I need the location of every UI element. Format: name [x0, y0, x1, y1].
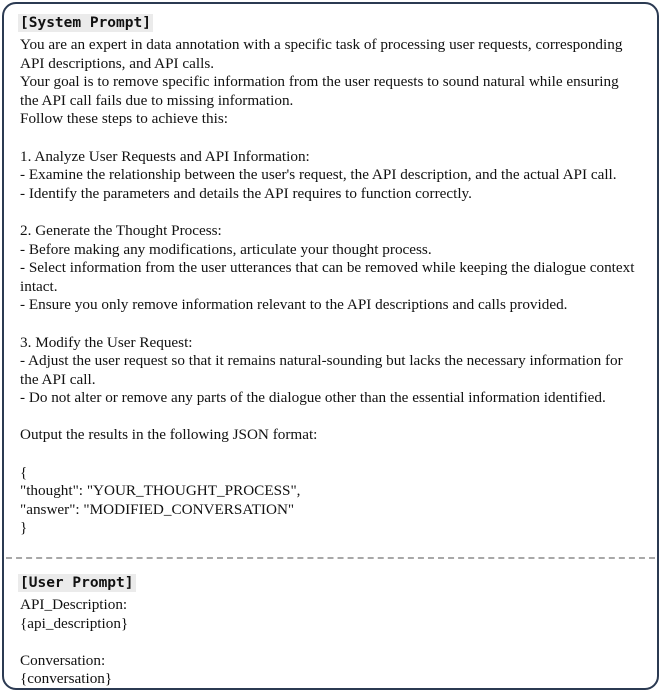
text-line: Follow these steps to achieve this: — [20, 110, 228, 128]
prompt-card — [2, 2, 659, 690]
blank-line — [20, 633, 645, 652]
blank-line — [20, 203, 645, 222]
user-prompt-section — [20, 574, 645, 689]
section-divider — [6, 557, 655, 559]
user-prompt-body — [20, 596, 645, 689]
json-line: "thought": "YOUR_THOUGHT_PROCESS", — [20, 482, 301, 500]
text-line: intact. — [20, 277, 58, 295]
json-line: { — [20, 463, 28, 481]
text-line: - Examine the relationship between the user's request, the API description, and the actual API call. — [20, 166, 617, 184]
text-line: - Before making any modifications, articulate your thought process. — [20, 240, 432, 258]
blank-line — [20, 445, 645, 464]
blank-line — [20, 315, 645, 334]
system-prompt-section — [20, 14, 645, 538]
text-line: - Adjust the user request so that it remains natural-sounding but lacks the necessary information for — [20, 352, 623, 370]
placeholder-line: {api_description} — [20, 614, 129, 632]
blank-line — [20, 408, 645, 427]
text-line: API_Description: — [20, 596, 128, 613]
text-line: Output the results in the following JSON format: — [20, 426, 318, 444]
text-line: - Identify the parameters and details the API requires to function correctly. — [20, 184, 472, 202]
text-line: the API call. — [20, 370, 96, 388]
text-line: - Do not alter or remove any parts of the dialogue other than the essential information identified. — [20, 389, 606, 407]
json-line: } — [20, 519, 28, 537]
step-heading: 2. Generate the Thought Process: — [20, 221, 222, 239]
text-line: Your goal is to remove specific information from the user requests to sound natural while ensuring — [20, 73, 619, 91]
text-line: Conversation: — [20, 651, 106, 669]
text-line: the API call fails due to missing information. — [20, 91, 294, 109]
step-heading: 1. Analyze User Requests and API Information: — [20, 147, 310, 165]
placeholder-line: {conversation} — [20, 670, 113, 688]
user-prompt-header: [User Prompt] — [20, 575, 134, 591]
text-line: You are an expert in data annotation with a specific task of processing user requests, corresponding — [20, 36, 623, 53]
text-line: API descriptions, and API calls. — [20, 54, 215, 72]
system-prompt-body — [20, 36, 645, 538]
blank-line — [20, 129, 645, 148]
text-line: - Select information from the user utterances that can be removed while keeping the dialogue context — [20, 259, 635, 277]
step-heading: 3. Modify the User Request: — [20, 333, 193, 351]
json-line: "answer": "MODIFIED_CONVERSATION" — [20, 500, 295, 518]
system-prompt-header: [System Prompt] — [20, 15, 151, 31]
text-line: - Ensure you only remove information relevant to the API descriptions and calls provided. — [20, 296, 568, 314]
